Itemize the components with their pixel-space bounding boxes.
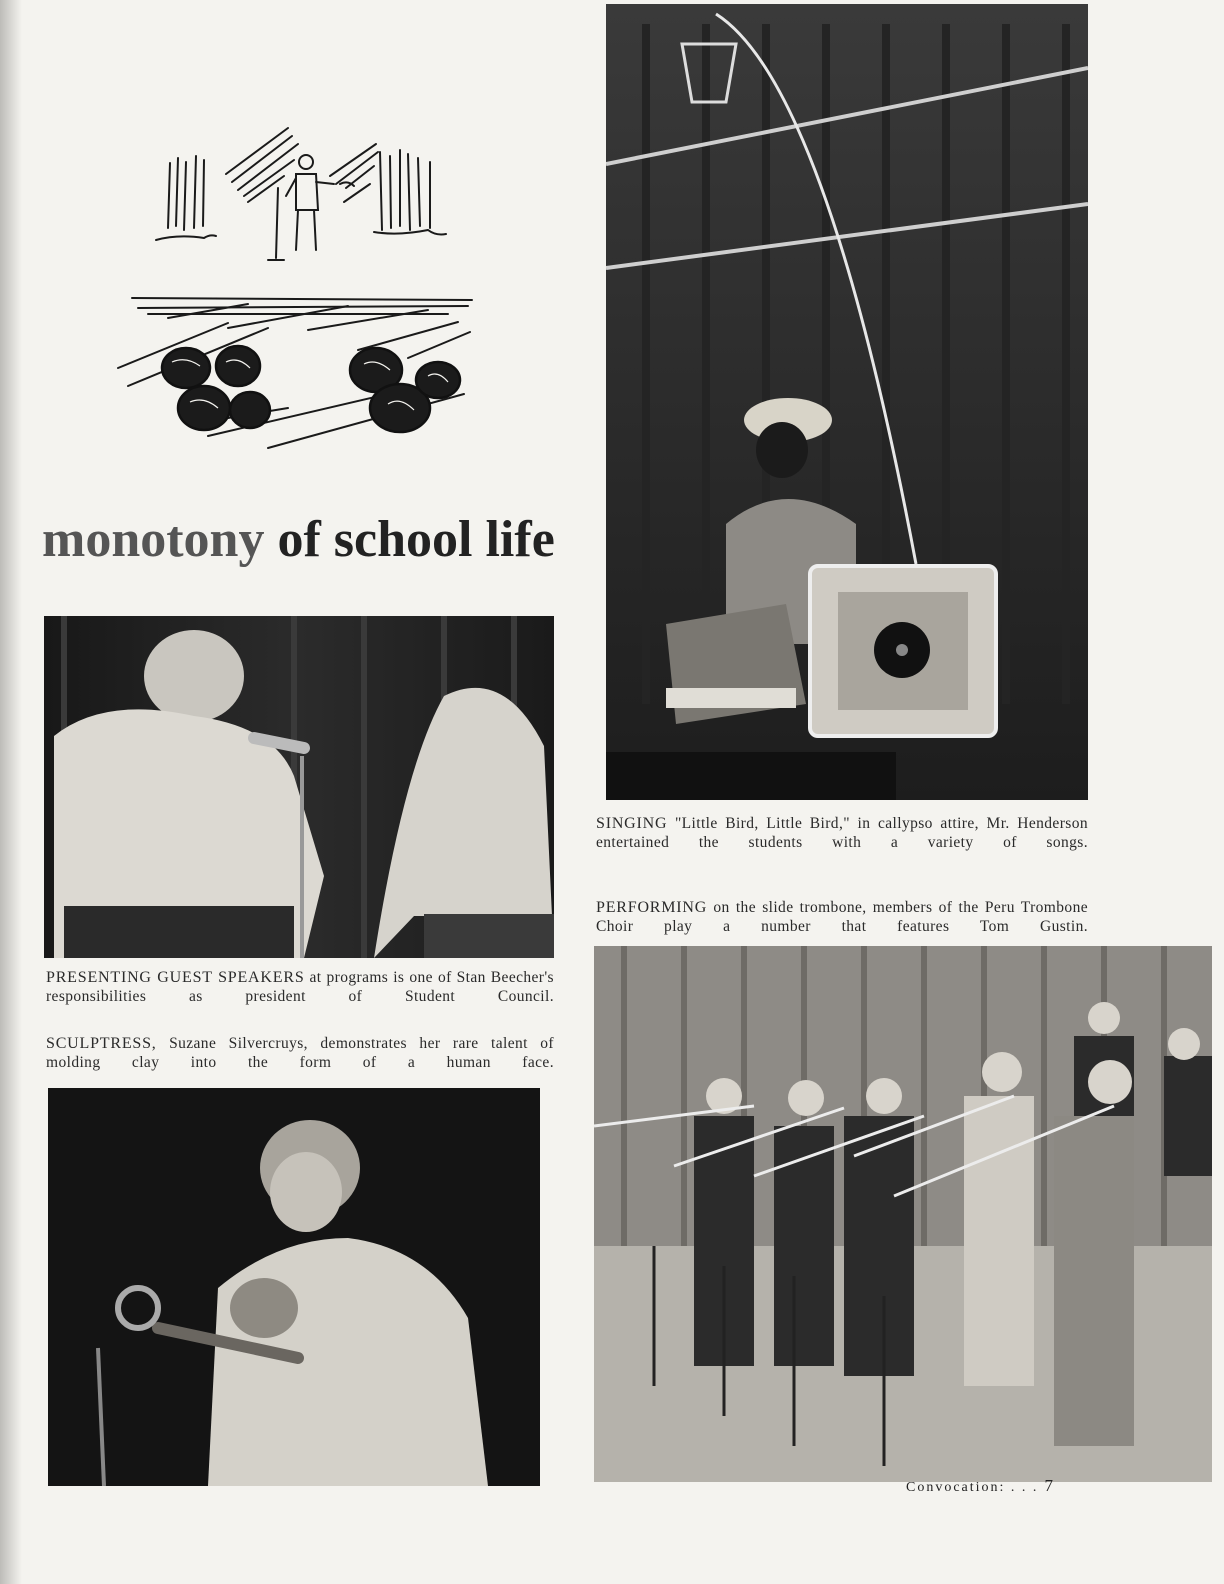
photo-guest-speaker [44,616,554,958]
page-number: 7 [1044,1476,1055,1495]
caption-performing [596,898,1088,936]
headline-part-2: of school life [277,511,555,568]
page-headline [42,510,562,569]
caption-sculptress-text: Suzane Silvercruys, demonstrates her rare talent of molding clay into the form of a human face. [46,1035,554,1071]
caption-presenting [46,968,554,1006]
page-footer [906,1476,1055,1496]
photo-trombone-choir [594,946,1212,1482]
caption-singing [596,814,1088,852]
stage-sketch-illustration [108,118,488,468]
footer-section-label: Convocation: . . . [906,1480,1039,1495]
caption-sculptress [46,1034,554,1072]
photo-sculptress [48,1088,540,1486]
caption-singing-text: "Little Bird, Little Bird," in callypso attire, Mr. Henderson entertained the students with a variety of songs. [596,815,1088,851]
caption-sculptress-lead: SCULPTRESS, [46,1035,157,1052]
caption-singing-lead: SINGING [596,815,668,832]
caption-performing-text: on the slide trombone, members of the Peru Trombone Choir play a number that features Tom Gustin. [596,899,1088,935]
caption-presenting-lead: PRESENTING GUEST SPEAKERS [46,969,305,986]
headline-part-1: monotony [42,511,265,568]
caption-presenting-text: at programs is one of Stan Beecher's responsibilities as president of Student Council. [46,969,554,1005]
photo-singer [606,4,1088,800]
caption-performing-lead: PERFORMING [596,899,708,916]
binding-shadow [0,0,22,1584]
